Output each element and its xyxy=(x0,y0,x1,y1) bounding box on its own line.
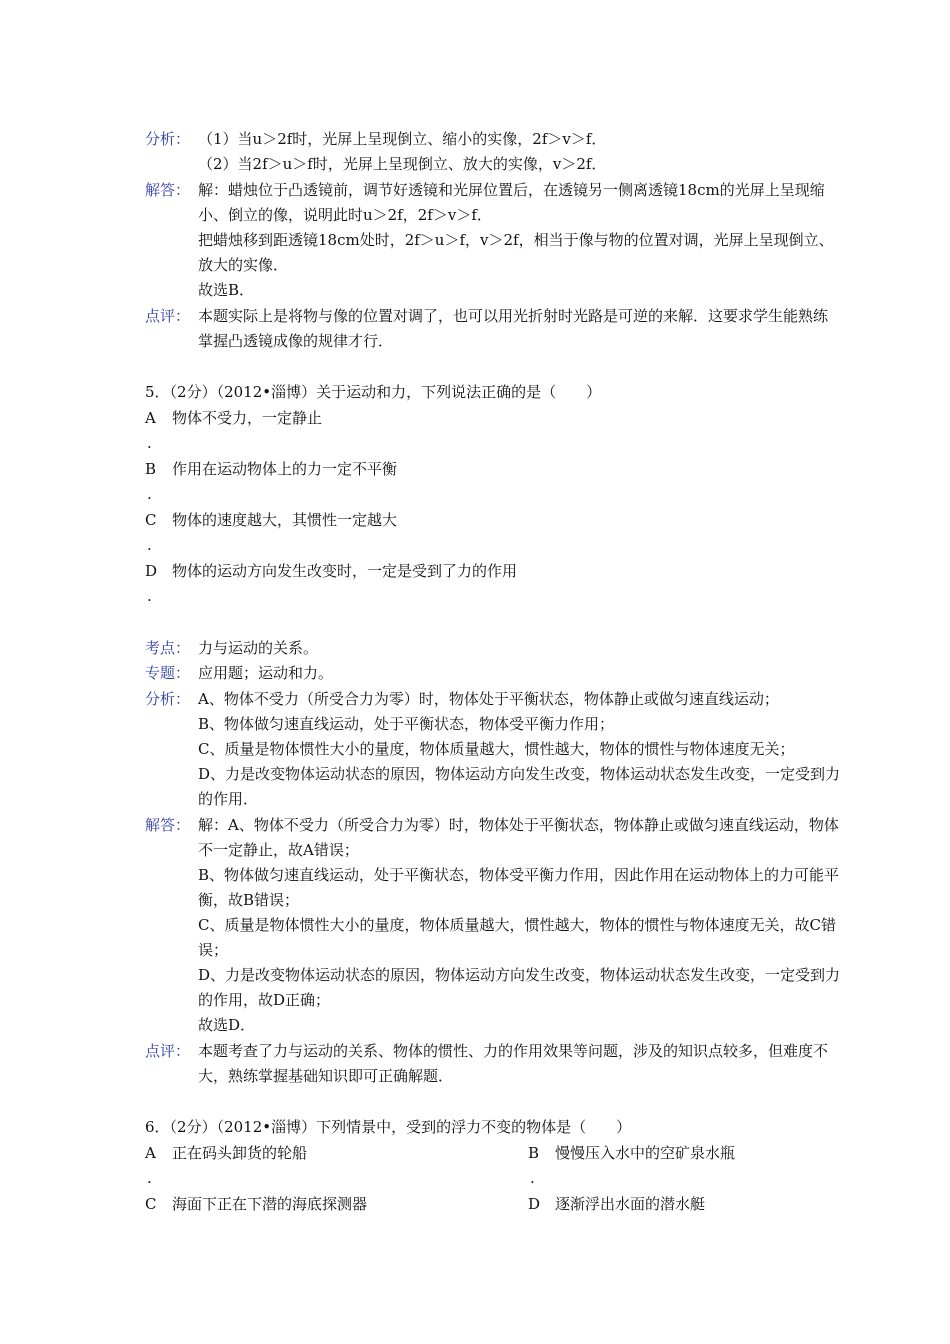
option-separator-dot: . xyxy=(147,1169,152,1187)
option-a-text: 物体不受力，一定静止 xyxy=(172,409,323,427)
analysis-line: B、物体做匀速直线运动，处于平衡状态，物体受平衡力作用； xyxy=(198,715,615,733)
solution-line: 衡，故B错误； xyxy=(198,891,300,909)
point-text: 力与运动的关系。 xyxy=(198,639,319,657)
solution-line: 故选B． xyxy=(198,281,255,299)
option-d-text: 物体的运动方向发生改变时，一定是受到了力的作用 xyxy=(172,562,518,580)
solution-label: 解答： xyxy=(145,181,191,199)
option-a-letter: A xyxy=(145,409,156,427)
option-d-letter: D xyxy=(528,1195,541,1213)
option-b-letter: B xyxy=(145,460,157,478)
option-separator-dot: . xyxy=(147,536,152,554)
analysis-line: （2）当2f＞u＞f时，光屏上呈现倒立、放大的实像，v＞2f． xyxy=(198,155,607,173)
comment-line: 大，熟练掌握基础知识即可正确解题． xyxy=(198,1067,454,1085)
comment-label: 点评： xyxy=(145,307,191,325)
comment-line: 掌握凸透镜成像的规律才行． xyxy=(198,332,394,350)
option-b-text: 慢慢压入水中的空矿泉水瓶 xyxy=(555,1144,736,1162)
analysis-line: 的作用． xyxy=(198,790,259,808)
comment-line: 本题考查了力与运动的关系、物体的惯性、力的作用效果等问题，涉及的知识点较多，但难度不 xyxy=(198,1042,829,1060)
option-c-letter: C xyxy=(145,1195,157,1213)
solution-line: 解：蜡烛位于凸透镜前，调节好透镜和光屏位置后，在透镜另一侧离透镜18cm的光屏上呈现缩 xyxy=(198,181,825,199)
solution-line: 误； xyxy=(198,941,229,959)
option-separator-dot: . xyxy=(530,1169,535,1187)
solution-line: D、力是改变物体运动状态的原因，物体运动方向发生改变，物体运动状态发生改变，一定受到力 xyxy=(198,966,841,984)
option-separator-dot: . xyxy=(147,587,152,605)
option-d-text: 逐渐浮出水面的潜水艇 xyxy=(555,1195,706,1213)
solution-line: 放大的实像． xyxy=(198,256,289,274)
point-label: 考点： xyxy=(145,639,191,657)
option-a-letter: A xyxy=(145,1144,156,1162)
analysis-line: C、质量是物体惯性大小的量度，物体质量越大，惯性越大，物体的惯性与物体速度无关； xyxy=(198,740,795,758)
analysis-label: 分析： xyxy=(145,130,191,148)
solution-line: 不一定静止，故A错误； xyxy=(198,841,359,859)
topic-label: 专题： xyxy=(145,664,191,682)
topic-text: 应用题；运动和力。 xyxy=(198,664,334,682)
option-d-letter: D xyxy=(145,562,158,580)
option-a-text: 正在码头卸货的轮船 xyxy=(172,1144,308,1162)
solution-line: 的作用，故D正确； xyxy=(198,991,331,1009)
option-separator-dot: . xyxy=(147,485,152,503)
solution-line: B、物体做匀速直线运动，处于平衡状态，物体受平衡力作用，因此作用在运动物体上的力可能平 xyxy=(198,866,840,884)
comment-line: 本题实际上是将物与像的位置对调了，也可以用光折射时光路是可逆的来解．这要求学生能熟练 xyxy=(198,307,829,325)
solution-line: 故选D． xyxy=(198,1016,256,1034)
question-6-stem: 6．（2分）（2012•淄博）下列情景中，受到的浮力不变的物体是（ ） xyxy=(145,1118,632,1136)
solution-label: 解答： xyxy=(145,816,191,834)
solution-line: 解：A、物体不受力（所受合力为零）时，物体处于平衡状态，物体静止或做匀速直线运动，物体 xyxy=(198,816,839,834)
comment-label: 点评： xyxy=(145,1042,191,1060)
solution-line: 把蜡烛移到距透镜18cm处时，2f＞u＞f，v＞2f，相当于像与物的位置对调，光屏上呈现倒立、 xyxy=(198,231,834,249)
analysis-line: A、物体不受力（所受合力为零）时，物体处于平衡状态，物体静止或做匀速直线运动； xyxy=(198,690,779,708)
option-b-letter: B xyxy=(528,1144,540,1162)
solution-line: 小、倒立的像，说明此时u＞2f，2f＞v＞f． xyxy=(198,206,492,224)
analysis-line: D、力是改变物体运动状态的原因，物体运动方向发生改变，物体运动状态发生改变，一定受到力 xyxy=(198,765,841,783)
option-c-text: 海面下正在下潜的海底探测器 xyxy=(172,1195,368,1213)
option-b-text: 作用在运动物体上的力一定不平衡 xyxy=(172,460,398,478)
analysis-line: （1）当u＞2f时，光屏上呈现倒立、缩小的实像，2f＞v＞f． xyxy=(198,130,607,148)
solution-line: C、质量是物体惯性大小的量度，物体质量越大，惯性越大，物体的惯性与物体速度无关，故C错 xyxy=(198,916,836,934)
question-5-stem: 5．（2分）（2012•淄博）关于运动和力，下列说法正确的是（ ） xyxy=(145,383,602,401)
analysis-label: 分析： xyxy=(145,690,191,708)
option-separator-dot: . xyxy=(147,434,152,452)
option-c-letter: C xyxy=(145,511,157,529)
option-c-text: 物体的速度越大，其惯性一定越大 xyxy=(172,511,398,529)
